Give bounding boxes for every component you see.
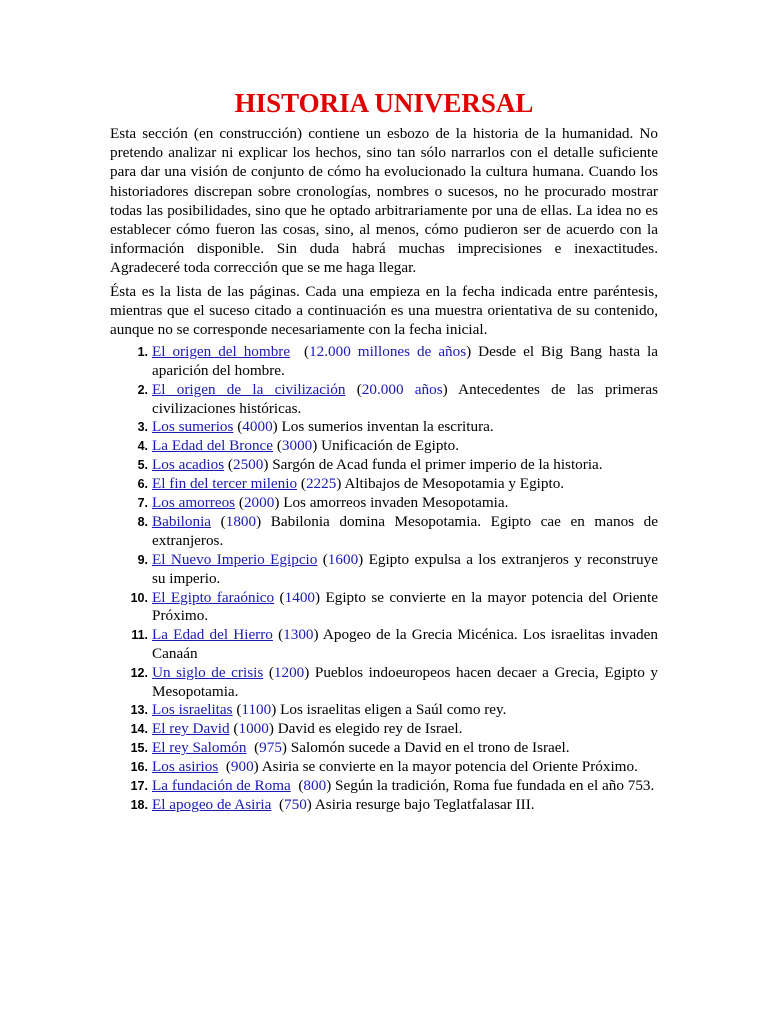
event-text: Los sumerios inventan la escritura. bbox=[277, 418, 494, 436]
start-year: 1000 bbox=[238, 720, 269, 738]
start-year: 975 bbox=[259, 739, 282, 757]
page-list bbox=[110, 343, 658, 815]
list-item-body: La Edad del Bronce (3000) Unificación de Egipto. bbox=[152, 437, 460, 455]
event-text: Salomón sucede a David en el trono de Israel. bbox=[286, 739, 570, 757]
list-item bbox=[110, 381, 658, 419]
start-year: 20.000 años bbox=[361, 380, 443, 398]
event-text: Babilonia domina Mesopotamia. Egipto cae en manos de extranjeros. bbox=[152, 513, 658, 550]
list-number: 6. bbox=[137, 477, 148, 492]
list-item bbox=[110, 343, 658, 381]
list-item bbox=[110, 418, 658, 437]
list-item-body: Babilonia (1800) Babilonia domina Mesopotamia. Egipto cae en manos de extranjeros. bbox=[152, 513, 658, 550]
list-item-body: El rey David (1000) David es elegido rey de Israel. bbox=[152, 720, 463, 738]
start-year: 12.000 millones de años bbox=[309, 343, 467, 361]
event-text: Egipto se convierte en la mayor potencia del Oriente Próximo. bbox=[152, 588, 658, 625]
start-year: 3000 bbox=[281, 437, 313, 455]
list-item bbox=[110, 475, 658, 494]
page-link[interactable]: Los acadios bbox=[152, 456, 225, 474]
list-number: 8. bbox=[137, 515, 148, 530]
event-text: Los amorreos invaden Mesopotamia. bbox=[279, 494, 509, 512]
list-number: 11. bbox=[131, 628, 148, 643]
list-number: 16. bbox=[130, 760, 148, 775]
list-item bbox=[110, 589, 658, 627]
list-number: 1. bbox=[137, 345, 148, 360]
list-item-body: Los israelitas (1100) Los israelitas eligen a Saúl como rey. bbox=[152, 701, 507, 719]
start-year: 4000 bbox=[242, 418, 273, 436]
list-item bbox=[110, 701, 658, 720]
list-item bbox=[110, 456, 658, 475]
list-item-body: Un siglo de crisis (1200) Pueblos indoeuropeos hacen decaer a Grecia, Egipto y Mesopotamia. bbox=[152, 663, 658, 700]
list-intro-paragraph: Ésta es la lista de las páginas. Cada una empieza en la fecha indicada entre paréntesis, mientras que el suceso citado a continuación es una muestra orientativa de su contenido, aunque no se corresponde necesariamente con la fecha inicial. bbox=[110, 282, 658, 339]
page-link[interactable]: Los sumerios bbox=[152, 418, 234, 436]
page-link[interactable]: La fundación de Roma bbox=[152, 777, 291, 795]
event-text: Apogeo de la Grecia Micénica. Los israelitas invaden Canaán bbox=[152, 626, 658, 662]
list-item bbox=[110, 796, 658, 815]
list-item bbox=[110, 437, 658, 456]
event-text: Egipto expulsa a los extranjeros y reconstruye su imperio. bbox=[152, 551, 658, 587]
page-link[interactable]: El rey David bbox=[152, 720, 230, 738]
start-year: 750 bbox=[284, 796, 307, 814]
start-year: 1300 bbox=[283, 626, 314, 644]
list-number: 2. bbox=[137, 382, 148, 397]
list-number: 10. bbox=[130, 590, 148, 605]
start-year: 900 bbox=[230, 758, 254, 776]
list-item-body: El origen del hombre (12.000 millones de años) Desde el Big Bang hasta la aparición del hombre. bbox=[152, 343, 659, 380]
list-number: 13. bbox=[130, 703, 148, 718]
list-item-body: Los amorreos (2000) Los amorreos invaden Mesopotamia. bbox=[152, 494, 509, 512]
page-link[interactable]: El origen de la civilización bbox=[152, 380, 346, 398]
start-year: 1600 bbox=[327, 551, 359, 569]
list-item-body: Los asirios (900) Asiria se convierte en la mayor potencia del Oriente Próximo. bbox=[152, 758, 638, 776]
event-text: Según la tradición, Roma fue fundada en el año 753. bbox=[331, 777, 655, 795]
start-year: 1800 bbox=[225, 513, 257, 531]
list-item-body: La Edad del Hierro (1300) Apogeo de la Grecia Micénica. Los israelitas invaden Canaán bbox=[152, 626, 658, 662]
list-number: 15. bbox=[130, 741, 148, 756]
list-number: 12. bbox=[130, 665, 148, 680]
list-item bbox=[110, 777, 658, 796]
list-item bbox=[110, 720, 658, 739]
page-link[interactable]: Los asirios bbox=[152, 758, 219, 776]
event-text: Sargón de Acad funda el primer imperio de la historia. bbox=[268, 456, 603, 474]
list-item bbox=[110, 551, 658, 589]
list-item bbox=[110, 664, 658, 702]
event-text: Unificación de Egipto. bbox=[317, 437, 460, 455]
start-year: 2500 bbox=[232, 456, 264, 474]
list-number: 4. bbox=[137, 439, 148, 454]
list-number: 7. bbox=[137, 496, 148, 511]
page-link[interactable]: El fin del tercer milenio bbox=[152, 475, 298, 493]
page-link[interactable]: Los israelitas bbox=[152, 701, 233, 719]
start-year: 2225 bbox=[305, 475, 337, 493]
list-item bbox=[110, 626, 658, 664]
page-link[interactable]: El Nuevo Imperio Egipcio bbox=[152, 551, 318, 569]
list-item-body: El rey Salomón (975) Salomón sucede a David en el trono de Israel. bbox=[152, 739, 570, 757]
list-item bbox=[110, 513, 658, 551]
start-year: 2000 bbox=[243, 494, 275, 512]
list-item-body: El Nuevo Imperio Egipcio (1600) Egipto expulsa a los extranjeros y reconstruye su imperio. bbox=[152, 551, 658, 587]
list-item bbox=[110, 739, 658, 758]
list-number: 5. bbox=[137, 458, 148, 473]
event-text: Desde el Big Bang hasta la aparición del hombre. bbox=[152, 343, 659, 380]
page-link[interactable]: El Egipto faraónico bbox=[152, 588, 275, 606]
list-number: 18. bbox=[130, 798, 148, 813]
list-item bbox=[110, 494, 658, 513]
list-item-body: El Egipto faraónico (1400) Egipto se convierte en la mayor potencia del Oriente Próximo. bbox=[152, 588, 658, 625]
page-link[interactable]: El rey Salomón bbox=[152, 739, 247, 757]
page-link[interactable]: La Edad del Hierro bbox=[152, 626, 273, 644]
list-item-body: El origen de la civilización (20.000 años) Antecedentes de las primeras civilizaciones históricas. bbox=[152, 380, 658, 417]
start-year: 1400 bbox=[284, 588, 315, 606]
start-year: 1100 bbox=[241, 701, 272, 719]
page-link[interactable]: Un siglo de crisis bbox=[152, 663, 264, 681]
event-text: Asiria se convierte en la mayor potencia del Oriente Próximo. bbox=[258, 758, 638, 776]
list-item bbox=[110, 758, 658, 777]
list-item-body: El fin del tercer milenio (2225) Altibajos de Mesopotamia y Egipto. bbox=[152, 475, 565, 493]
event-text: Los israelitas eligen a Saúl como rey. bbox=[276, 701, 507, 719]
page-link[interactable]: Los amorreos bbox=[152, 494, 236, 512]
list-item-body: El apogeo de Asiria (750) Asiria resurge bajo Teglatfalasar III. bbox=[152, 796, 535, 814]
event-text: Pueblos indoeuropeos hacen decaer a Grecia, Egipto y Mesopotamia. bbox=[152, 663, 658, 700]
start-year: 1200 bbox=[273, 663, 305, 681]
list-item-body: Los sumerios (4000) Los sumerios inventan la escritura. bbox=[152, 418, 494, 436]
page-title: HISTORIA UNIVERSAL bbox=[234, 88, 534, 118]
list-number: 17. bbox=[130, 779, 148, 794]
list-number: 9. bbox=[137, 553, 148, 568]
event-text: Altibajos de Mesopotamia y Egipto. bbox=[341, 475, 565, 493]
page-link[interactable]: El origen del hombre bbox=[152, 343, 291, 361]
page-link[interactable]: La Edad del Bronce bbox=[152, 437, 274, 455]
event-text: Asiria resurge bajo Teglatfalasar III. bbox=[311, 796, 535, 814]
list-number: 3. bbox=[137, 420, 148, 435]
event-text: Antecedentes de las primeras civilizaciones históricas. bbox=[152, 380, 658, 417]
list-item-body: La fundación de Roma (800) Según la tradición, Roma fue fundada en el año 753. bbox=[152, 777, 655, 795]
list-number: 14. bbox=[130, 722, 148, 737]
list-item-body: Los acadios (2500) Sargón de Acad funda el primer imperio de la historia. bbox=[152, 456, 603, 474]
page-link[interactable]: El apogeo de Asiria bbox=[152, 796, 272, 814]
start-year: 800 bbox=[303, 777, 327, 795]
page-link[interactable]: Babilonia bbox=[152, 513, 212, 531]
intro-paragraph: Esta sección (en construcción) contiene un esbozo de la historia de la humanidad. No pretendo analizar ni explicar los hechos, sino tan sólo narrarlos con el detalle suficiente para dar una visión de conjunto de cómo ha evolucionado la cultura humana. Cuando los historiadores discrepan sobre cronologías, nombres o sucesos, no he procurado mostrar todas las posibilidades, sino que he optado arbitrariamente por una de ellas. La idea no es establecer cómo fueron las cosas, sino, al menos, cómo pudieron ser de acuerdo con la información disponible. Sin duda habrá muchas imprecisiones e inexactitudes. Agradeceré toda corrección que se me haga llegar. bbox=[110, 125, 658, 277]
event-text: David es elegido rey de Israel. bbox=[273, 720, 463, 738]
